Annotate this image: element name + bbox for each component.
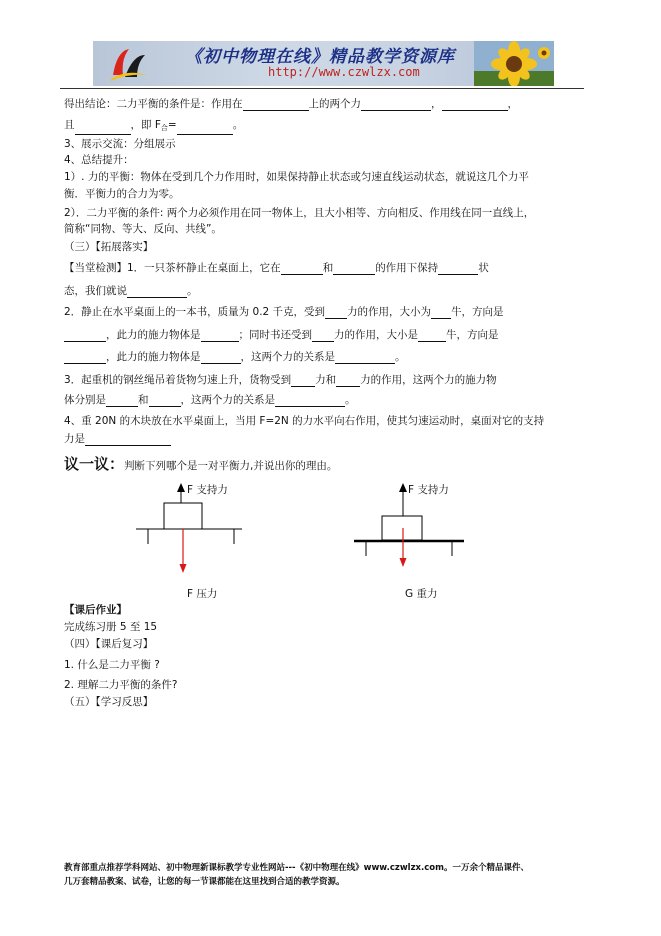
question-2-line-3 <box>64 350 406 364</box>
discussion-line <box>64 455 337 475</box>
blank-field[interactable] <box>177 123 233 135</box>
banner-url[interactable]: http://www.czwlzx.com <box>268 65 420 79</box>
support-force-label-left: F 支持力 <box>187 484 228 496</box>
comma: ， <box>507 98 518 110</box>
summary-1-line-1: 1）. 力的平衡：物体在受到几个力作用时，如果保持静止状态或匀速直线运动状态，就说这几个力平 <box>64 171 529 183</box>
review-item-2: 2. 理解二力平衡的条件? <box>64 679 178 691</box>
blank-field[interactable] <box>333 263 375 275</box>
question-1-line-1 <box>64 261 489 275</box>
footer-line-2: 几万套精品教案、试卷，让您的每一节课都能在这里找到合适的教学资源。 <box>64 877 345 887</box>
blank-field[interactable] <box>64 330 106 342</box>
q2-text-a: 2．静止在水平桌面上的一本书，质量为 0.2 千克，受到 <box>64 306 326 318</box>
q1-text-f: 。 <box>187 285 198 297</box>
pressure-force-label: F 压力 <box>187 588 218 600</box>
question-1-line-2 <box>64 284 198 298</box>
q3-text-g: 。 <box>345 394 356 406</box>
blank-field[interactable] <box>431 307 451 319</box>
support-arrowhead <box>177 483 185 492</box>
question-2-line-2 <box>64 328 499 342</box>
conclusion-line-2 <box>64 118 243 135</box>
gravity-arrowhead <box>400 558 407 567</box>
q1-text-d: 状 <box>478 262 489 274</box>
q2-text-c: 牛，方向是 <box>451 306 504 318</box>
blank-field[interactable] <box>335 352 395 364</box>
blank-field[interactable] <box>75 123 131 135</box>
pressure-arrowhead <box>180 564 187 573</box>
q4-text-b: 力是 <box>64 433 85 445</box>
q2-text-g: 牛，方向是 <box>446 329 499 341</box>
f-subscript: 合 <box>160 124 168 132</box>
item-3: 3、展示交流：分组展示 <box>64 138 176 150</box>
homework-heading: 【课后作业】 <box>64 604 127 616</box>
support-force-label-right: F 支持力 <box>408 484 449 496</box>
blank-field[interactable] <box>312 330 334 342</box>
q3-text-c: 力的作用，这两个力的施力物 <box>360 374 497 386</box>
q2-text-f: 力的作用，大小是 <box>334 329 418 341</box>
q2-text-j: 。 <box>395 351 406 363</box>
f-prefix: ，即 F <box>130 119 161 131</box>
question-3-line-1 <box>64 373 497 387</box>
blank-field[interactable] <box>291 375 315 387</box>
question-4-line-1: 4、重 20N 的木块放在水平桌面上，当用 F=2N 的力水平向右作用，使其匀速运动时，桌面对它的支持 <box>64 415 545 427</box>
item-4: 4、总结提升： <box>64 154 134 166</box>
conclusion-line <box>64 97 518 111</box>
gravity-force-label: G 重力 <box>405 588 438 600</box>
header-divider <box>60 88 584 89</box>
blank-field[interactable] <box>438 263 478 275</box>
block <box>164 503 202 529</box>
question-4-line-2 <box>64 432 171 446</box>
blank-field[interactable] <box>325 307 347 319</box>
sunflower-icon <box>474 41 554 86</box>
question-3-line-2 <box>64 393 356 407</box>
blank-field[interactable] <box>85 434 171 446</box>
q2-text-e: ；同时书还受到 <box>238 329 312 341</box>
q3-text-d: 体分别是 <box>64 394 106 406</box>
blank-field[interactable] <box>149 395 181 407</box>
conclusion-text-a: 得出结论：二力平衡的条件是：作用在 <box>64 98 243 110</box>
summary-1-line-2: 衡．平衡力的合力为零。 <box>64 188 180 200</box>
q3-text-f: ，这两个力的关系是 <box>180 394 275 406</box>
equals-sign: = <box>167 119 177 131</box>
and-word: 且 <box>64 119 75 131</box>
logo-icon <box>107 45 149 83</box>
blank-field[interactable] <box>336 375 360 387</box>
period: 。 <box>232 119 244 131</box>
discussion-title: 议一议： <box>64 455 125 473</box>
q1-text-a: 【当堂检测】1．一只茶杯静止在桌面上，它在 <box>64 262 281 274</box>
blank-field[interactable] <box>127 286 187 298</box>
footer-line-1: 教育部重点推荐学科网站、初中物理新课标教学专业性网站---《初中物理在线》www.czwlzx.com。一万余个精品课件、 <box>64 863 529 873</box>
q1-text-b: 和 <box>322 262 334 274</box>
blank-field[interactable] <box>361 99 431 111</box>
blank-field[interactable] <box>418 330 446 342</box>
discussion-text: 判断下列哪个是一对平衡力,并说出你的理由。 <box>124 460 338 472</box>
q1-text-e: 态，我们就说 <box>64 285 127 297</box>
review-item-1: 1. 什么是二力平衡 ? <box>64 659 160 671</box>
question-2-line-1 <box>64 305 504 319</box>
q3-text-b: 力和 <box>315 374 337 386</box>
blank-field[interactable] <box>106 395 138 407</box>
blank-field[interactable] <box>201 352 241 364</box>
blank-field[interactable] <box>442 99 508 111</box>
support-arrowhead <box>399 483 407 492</box>
q2-text-b: 力的作用，大小为 <box>347 306 432 318</box>
blank-field[interactable] <box>201 330 239 342</box>
banner-title: 《初中物理在线》精品教学资源库 <box>185 47 455 67</box>
q2-text-d: ，此力的施力物体是 <box>106 329 201 341</box>
q3-text-e: 和 <box>138 394 149 406</box>
q2-text-h: ，此力的施力物体是 <box>106 351 201 363</box>
blank-field[interactable] <box>275 395 345 407</box>
blank-field[interactable] <box>281 263 323 275</box>
section-4-heading: （四）【课后复习】 <box>64 638 154 650</box>
header-banner <box>93 41 554 86</box>
block <box>382 516 422 540</box>
q3-text-a: 3．起重机的钢丝绳吊着货物匀速上升，货物受到 <box>64 374 292 386</box>
summary-2-line-2: 简称“同物、等大、反向、共线”。 <box>64 223 222 235</box>
section-3-heading: （三）【拓展落实】 <box>64 241 154 253</box>
conclusion-text-b: 上的两个力 <box>308 98 361 110</box>
q1-text-c: 的作用下保持 <box>375 262 439 274</box>
comma: ， <box>431 98 442 110</box>
blank-field[interactable] <box>243 99 309 111</box>
homework-text: 完成练习册 5 至 15 <box>64 621 158 633</box>
section-5-heading: （五）【学习反思】 <box>64 696 154 708</box>
q2-text-i: ，这两个力的关系是 <box>240 351 335 363</box>
summary-2-line-1: 2）．二力平衡的条件: 两个力必须作用在同一物体上，且大小相等、方向相反、作用线在同一直线上， <box>64 207 535 219</box>
blank-field[interactable] <box>64 352 106 364</box>
